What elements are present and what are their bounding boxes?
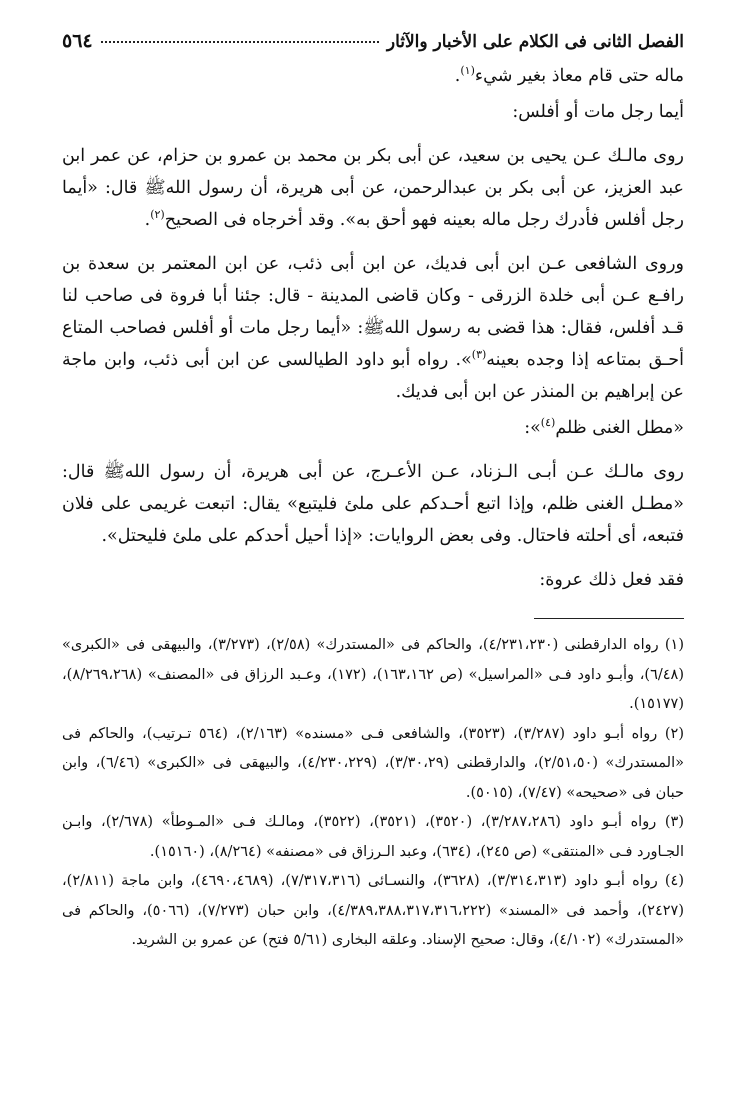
section-heading-delay: «مطل الغنى ظلم$^{(٤)}$»: (524, 416, 684, 438)
footnote-ref: (١) (460, 64, 475, 78)
paragraph-malik-hadith: روى مالـك عـن يحيى بن سعيد، عن أبى بكر بن محمد بن عمرو بن حزام، عن عمر ابن عبد العزيز، عن أبى بكر بن عبدالرحمن، عن أبى هريرة، أن رسول اللهﷺ قال: «أيما رجل أفلس فأدرك رجل ماله بعينه فهو أحق به». وقد أخرجاه فى الصحيح$^{(٢)}$. (62, 146, 684, 230)
footnote-2: (٢) رواه أبـو داود (٣/٢٨٧)، (٣٥٢٣)، والشافعى فـى «مسنده» (٢/١٦٣)، (٥٦٤ تـرتيب)، والحاكم فى «المستدرك» (٢/٥١،٥٠)، والدارقطنى (٣/٣٠،٢٩)، (٤/٢٣٠،٢٢٩)، والبيهقى فى «الكبرى» (٦/٤٦)، وابن حبان فى «صحيحه» (٧/٤٧)، (٥٠١٥). (62, 725, 685, 801)
footnote-3: (٣) رواه أبـو داود (٣/٢٨٧،٢٨٦)، (٣٥٢٠)، (٣٥٢١)، (٣٥٢٢)، ومالـك فـى «المـوطأ» (٢/٦٧٨)، وابـن الجـاورد فـى «المنتقى» (ص ٢٤٥)، (٦٣٤)، وعبد الـرزاق فى «مصنفه» (٨/٢٦٤)، (١٥١٦٠). (62, 814, 684, 860)
paragraph-urwa: فقد فعل ذلك عروة: (539, 570, 684, 590)
page-number: ٥٦٤ (62, 30, 93, 52)
footnote-separator (534, 618, 684, 619)
header-title: الفصل الثانى فى الكلام على الأخبار والآثار (386, 32, 684, 52)
section-heading-bankrupt: أيما رجل مات أو أفلس: (512, 102, 684, 122)
paragraph-shafii-hadith: وروى الشافعى عـن ابن أبى فديك، عن ابن أبى ذئب، عن ابن المعتمر بن سعدة بن رافـع عـن أبى خلدة الزرقى - وكان قاضى المدينة - قال: جئنا أبا فروة فى صاحب لنا قـد أفلس، فقال: هذا قضى به رسول اللهﷺ: «أيما رجل مات أو أفلس فصاحب المتاع أحـق بمتاعه إذا وجده بعينه$^{(٣)}$». رواه أبو داود الطيالسى عن ابن أبى ذئب، وابن ماجة عن إبراهيم بن المنذر عن ابن أبى فديك. (62, 254, 684, 402)
body-text (62, 60, 684, 596)
footnote-ref: (٣) (471, 348, 487, 362)
paragraph-continuation: ماله حتى قام معاذ بغير شيء$^{(١)}$. (454, 64, 684, 86)
footnote-1: (١) رواه الدارقطنى (٤/٢٣١،٢٣٠)، والحاكم فى «المستدرك» (٢/٥٨)، (٣/٢٧٣)، والبيهقى فى «الكبرى» (٦/٤٨)، وأبـو داود فـى «المراسيل» (ص ١٦٣،١٦٢)، (١٧٢)، وعـبد الرزاق فى «المصنف» (٨/٢٦٩،٢٦٨)، (١٥١٧٧). (62, 637, 684, 712)
footnotes (62, 631, 684, 956)
header-dot-leader (101, 41, 379, 43)
paragraph-malik-delay-hadith: روى مالـك عـن أبـى الـزناد، عـن الأعـرج، عن أبى هريرة، أن رسول اللهﷺ قال: «مطـل الغنى ظلم، وإذا اتبع أحـدكم على ملئ فليتبع» يقال: اتبعت غريمى على فلان فتبعه، أى أحلته فاحتال. وفى بعض الروايات: «إذا أحيل أحدكم على ملئ فليحتل». (62, 462, 684, 546)
footnote-4: (٤) رواه أبـو داود (٣/٣١٤،٣١٣)، (٣٦٢٨)، والنسـائى (٧/٣١٧،٣١٦)، (٤٦٩٠،٤٦٨٩)، وابن ماجة (٢/٨١١)، (٢٤٢٧)، وأحمد فى «المسند» (٤/٣٨٩،٣٨٨،٣١٧،٣١٦،٢٢٢)، وابن حبان (٧/٢٧٣)، (٥٠٦٦)، والحاكم فى «المستدرك» (٤/١٠٢)، وقال: صحيح الإسناد. وعلقه البخارى (٥/٦١ فتح) عن عمرو بن الشريد. (62, 873, 684, 948)
footnote-ref: (٢) (150, 208, 165, 222)
footnote-ref: (٤) (540, 416, 556, 430)
running-header (62, 30, 684, 60)
